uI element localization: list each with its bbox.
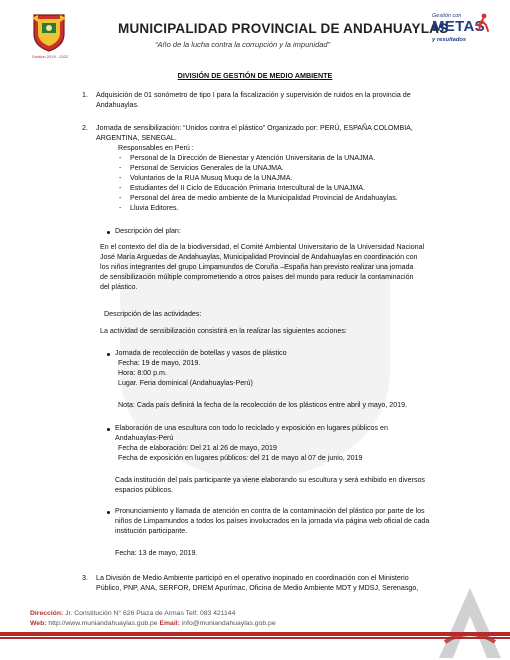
footer-bar [0,632,510,636]
metas-big-text: METAS [432,18,485,35]
activity1-lugar: Lugar. Feria dominical (Andahuaylas-Perú) [118,379,253,387]
footer-web [30,620,276,627]
web-label: Web: [30,620,47,627]
runner-icon [474,13,490,33]
plan-text-line: los niños integrantes del grupo Limpamundos de Coruña –España han previsto realizar una jornada [100,263,414,271]
dash: - [119,204,122,212]
responsable-item: Estudiantes del II Ciclo de Educación Primaria Intercultural de la UNAJMA. [130,184,365,192]
footer-bar-thin [0,637,510,639]
bullet-icon [107,428,110,431]
activity3-line2: niños de Limpamundos a todos los países involucrados en la jornada vía página web oficial de cada [115,517,430,525]
activity1-fecha: Fecha: 19 de mayo, 2019. [118,359,201,367]
bullet-icon [107,511,110,514]
responsable-item: Voluntarios de la RUA Musuq Muqu de la UNAJMA. [130,174,293,182]
item3-line1: La División de Medio Ambiente participó en el operativo inopinado en coordinación con el Ministerio [96,574,409,582]
item2-line1: Jornada de sensibilización: “Unidos contra el plástico” Organizado por: PERÚ, ESPAÑA COLOMBIA, [96,124,413,132]
responsable-item: Personal de Servicios Generales de la UNAJMA. [130,164,284,172]
web-link[interactable]: http://www.muniandahuaylas.gob.pe [48,620,158,627]
actividades-intro: La actividad de sensibilización consistirá en la realizar las siguientes acciones: [100,327,347,335]
plan-text-line: En el contexto del día de la biodiversidad, el Comité Ambiental Universitario de la Universidad Nacional [100,243,425,251]
footer-address [30,610,235,617]
metas-sub-text: y resultados [432,37,467,43]
item1-line2: Andahuaylas. [96,101,139,109]
activity2-fecha-exposicion: Fecha de exposición en lugares públicos: del 21 de mayo al 07 de junio, 2019 [118,454,363,462]
plan-text-line: José María Arguedas de Andahuaylas, Municipalidad Provincial de Andahuaylas en coordinación con [100,253,418,261]
activity3-fecha: Fecha: 13 de mayo, 2019. [115,549,198,557]
email-link[interactable]: info@muniandahuaylas.gob.pe [181,620,276,627]
activity2-line2: Andahuaylas-Perú [115,434,174,442]
municipality-title: MUNICIPALIDAD PROVINCIAL DE ANDAHUAYLAS [118,21,449,36]
item2-line2: ARGENTINA, SENEGAL. [96,134,177,142]
item3-number: 3. [82,574,88,582]
responsable-item: Personal de la Dirección de Bienestar y Atención Universitaria de la UNAJMA. [130,154,376,162]
responsable-item: Lluvia Editores. [130,204,179,212]
activity3-line3: institución participante. [115,527,188,535]
dash: - [119,164,122,172]
actividades-label: Descripción de las actividades: [104,310,202,318]
dash: - [119,154,122,162]
plan-text-line: del plástico. [100,283,138,291]
activity2-note1: Cada institución del país participante ya viene elaborando su escultura y será exhibido en diversos [115,476,425,484]
item2-number: 2. [82,124,88,132]
municipal-crest-logo [30,12,68,52]
address-label: Dirección: [30,610,64,617]
activity2-fecha-elaboracion: Fecha de elaboración: Del 21 al 26 de mayo, 2019 [118,444,277,452]
activity3-line1: Pronunciamiento y llamada de atención en contra de la contaminación del plástico por parte de los [115,507,425,515]
dash: - [119,174,122,182]
activity1-hora: Hora: 8:00 p.m. [118,369,167,377]
responsables-label: Responsables en Perú : [118,144,194,152]
year-motto: “Año de la lucha contra la corrupción y la impunidad” [155,40,331,49]
dash: - [119,184,122,192]
responsable-item: Personal del área de medio ambiente de la Municipalidad Provincial de Andahuaylas. [130,194,398,202]
footer-a-logo [435,582,505,660]
address-value: Jr. Constitución N° 626 Plaza de Armas Telf: 083 421144 [65,610,236,617]
email-label: Email: [159,620,180,627]
item1-line1: Adquisición de 01 sonómetro de tipo I para la fiscalización y supervisión de ruidos en la provincia de [96,91,411,99]
item1-number: 1. [82,91,88,99]
activity1-title: Jornada de recolección de botellas y vasos de plástico [115,349,287,357]
metas-small-text: Gestión con [432,13,462,19]
dash: - [119,194,122,202]
plan-label: Descripción del plan: [115,227,181,235]
metas-logo [432,13,490,53]
activity2-line1: Elaboración de una escultura con todo lo reciclado y exposición en lugares públicos en [115,424,388,432]
plan-text-line: de sensibilización múltiple comprometiendo a otros países del mundo para reducir la contaminación [100,273,414,281]
section-title: DIVISIÓN DE GESTIÓN DE MEDIO AMBIENTE [177,71,333,80]
activity1-nota: Nota: Cada país definirá la fecha de la recolección de los plásticos entre abril y mayo, 2019. [118,401,408,409]
bullet-icon [107,353,110,356]
activity2-note2: espacios públicos. [115,486,173,494]
item3-line2: Público, PNP, ANA, SERFOR, DREM Apurímac, Oficina de Medio Ambiente MDT y MDSJ, Serenasgo, [96,584,419,592]
bullet-icon [107,231,110,234]
crest-caption: Gestión 2019 - 2022 [31,54,69,59]
